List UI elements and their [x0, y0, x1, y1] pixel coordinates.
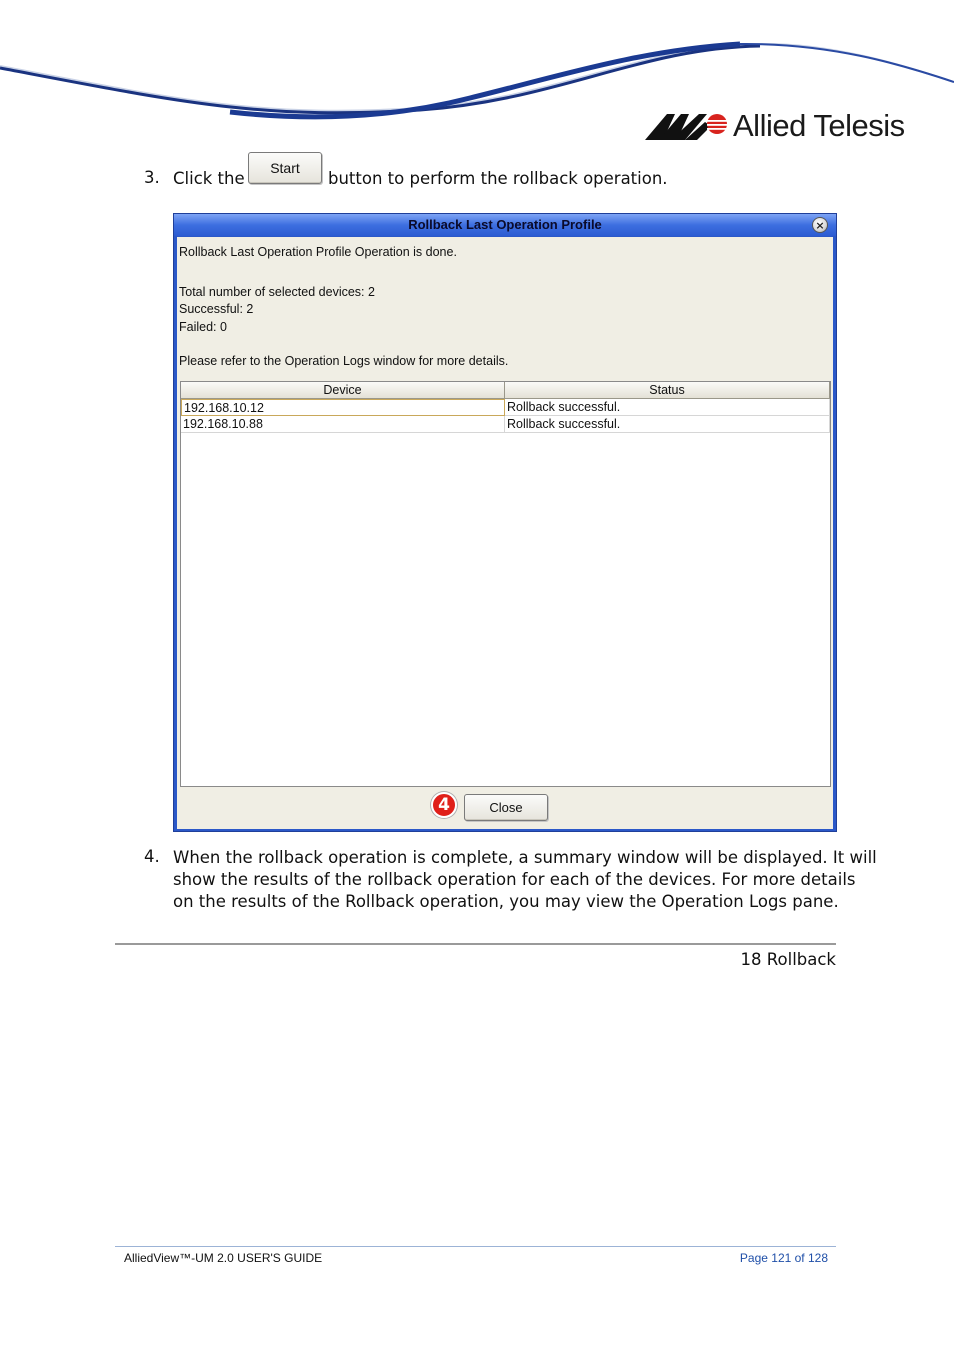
- column-header-device[interactable]: Device: [181, 382, 505, 399]
- table-cell-device[interactable]: 192.168.10.12: [181, 399, 505, 416]
- rollback-summary-dialog: [173, 213, 837, 832]
- step-3-number: 3.: [144, 168, 160, 187]
- footer-guide-title: AlliedView™-UM 2.0 USER'S GUIDE: [124, 1251, 323, 1265]
- logo-wordmark: Allied Telesis: [733, 108, 905, 143]
- callout-number-badge: 4: [431, 792, 457, 818]
- step-4-line-3: on the results of the Rollback operation, you may view the Operation Logs pane.: [173, 892, 839, 911]
- step-4-number: 4.: [144, 847, 160, 866]
- step-3-text-after: button to perform the rollback operation.: [328, 169, 668, 188]
- section-divider: [115, 943, 836, 945]
- dialog-title: Rollback Last Operation Profile: [408, 217, 602, 232]
- footer-rule: [115, 1246, 836, 1247]
- allied-telesis-logo: [645, 108, 905, 144]
- table-cell-status[interactable]: Rollback successful.: [505, 399, 830, 416]
- dialog-title-bar: [174, 214, 836, 236]
- dialog-close-icon[interactable]: ×: [812, 217, 828, 233]
- start-button-illustration: Start: [248, 152, 322, 184]
- table-cell-device[interactable]: 192.168.10.88: [181, 416, 505, 433]
- refer-logs-message: Please refer to the Operation Logs window for more details.: [179, 354, 509, 368]
- successful-count-message: Successful: 2: [179, 302, 254, 316]
- step-4-line-1: When the rollback operation is complete, a summary window will be displayed. It will: [173, 848, 877, 867]
- failed-count-message: Failed: 0: [179, 320, 227, 334]
- step-4-line-2: show the results of the rollback operation for each of the devices. For more details: [173, 870, 856, 889]
- total-devices-message: Total number of selected devices: 2: [179, 285, 375, 299]
- done-message: Rollback Last Operation Profile Operation is done.: [179, 245, 457, 259]
- footer-page-number: Page 121 of 128: [739, 1251, 828, 1265]
- section-label: 18 Rollback: [740, 950, 836, 969]
- column-header-status[interactable]: Status: [505, 382, 830, 399]
- close-button[interactable]: Close: [464, 794, 548, 821]
- allied-telesis-logo-mark-icon: [645, 112, 729, 140]
- results-table[interactable]: [180, 381, 831, 787]
- table-cell-status[interactable]: Rollback successful.: [505, 416, 830, 433]
- step-3-text-before: Click the: [173, 169, 245, 188]
- dialog-content: [177, 237, 833, 829]
